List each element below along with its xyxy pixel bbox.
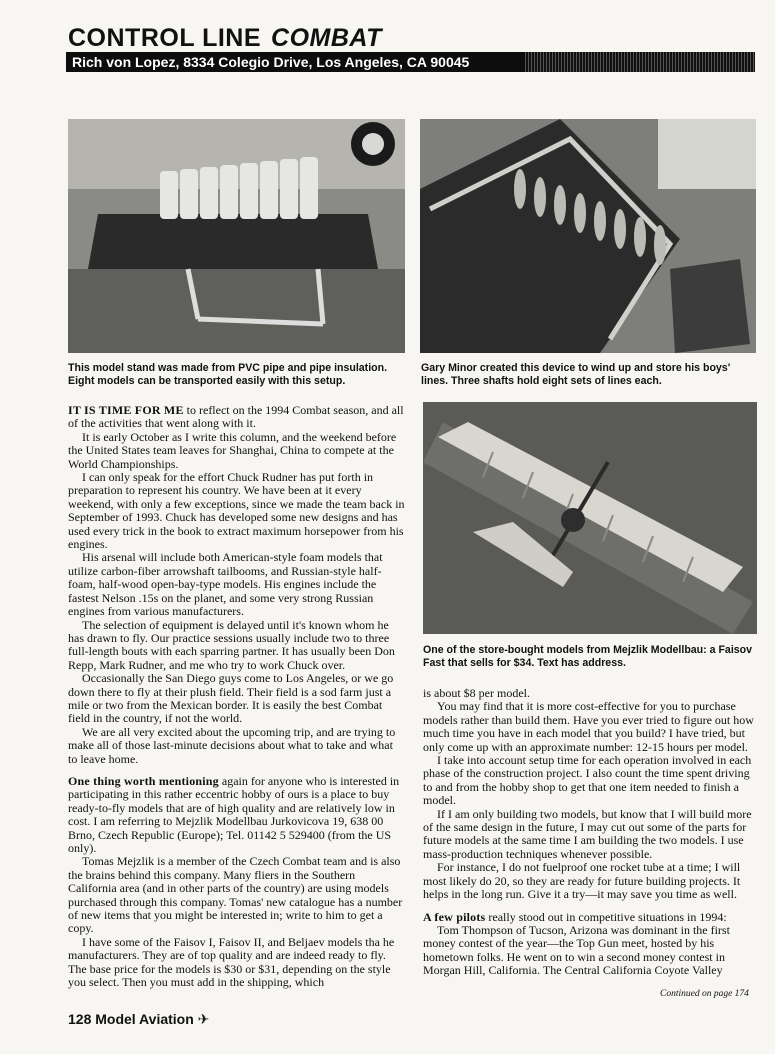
airplane-icon: ✈ (197, 1011, 210, 1027)
page-footer (68, 1011, 209, 1028)
title-combat: COMBAT (271, 24, 382, 52)
paragraph: is about $8 per model. (423, 686, 530, 700)
paragraph: A few pilots really stood out in competitive situations in 1994: (423, 909, 727, 924)
caption-photo1: This model stand was made from PVC pipe and pipe insulation. Eight models can be transported easily with this setup. (68, 362, 388, 387)
paragraph: IT IS TIME FOR ME to reflect on the 1994 Combat season, and all of the activities that went along with it. (68, 403, 404, 431)
body-column-left (68, 404, 405, 989)
photo-faisov-model (423, 402, 757, 634)
body-column-right (423, 687, 760, 978)
paragraph: One thing worth mentioning again for anyone who is interested in participating in this rather eccentric hobby of ours is a place to buy ready-to-fly models that are of high quality and are relatively low in cost. I am referring to Mejzlik Modellbau Jurkovicova 19, 638 00 Brno, Czech Republic (Europe); Tel. 01142 5 529400 (from the US only). (68, 773, 400, 855)
caption-photo3: One of the store-bought models from Mejzlik Modellbau: a Faisov Fast that sells for $34. Text has address. (423, 644, 753, 669)
paragraph: Tomas Mejzlik is a member of the Czech Combat team and is also the brains behind this company. Many fliers in the Southern California area (and in other parts of the country) are using models purchased through this company. Tomas' new catalogue has a number of new items that you might be interested in; write to him to get a copy. (68, 854, 403, 936)
paragraph: The selection of equipment is delayed until it's known whom he has drawn to fly. Our practice sessions usually include two to three full-length bouts with each sparring partner. It has usually been Don Repp, Mark Rudner, and me who try to work Chuck over. (68, 617, 395, 672)
paragraph: Tom Thompson of Tucson, Arizona was dominant in the first money contest of the year—the Top Gun meet, hosted by his hometown folks. He went on to win a second money contest in Morgan Hill, California. The Central California Coyote Valley (423, 922, 730, 978)
paragraph: I have some of the Faisov I, Faisov II, and Beljaev models tha he manufacturers. They are of top quality and are indeed ready to fly. The base price for the models is $30 or $31, depending on the style you select. Then you must add in the shipping, which (68, 934, 395, 990)
magazine-name: Model Aviation (95, 1011, 194, 1027)
paragraph: His arsenal will include both American-style foam models that utilize carbon-fiber arrowshaft tailbooms, and Russian-style half-foam, half-wood open-bay-type models. His engines include the fastest Nelson .15s on the planet, and some very strong Russian engines from various manufacturers. (68, 550, 383, 619)
photo-model-stand (68, 119, 405, 353)
continued-note: Continued on page 174 (660, 989, 749, 999)
paragraph: You may find that it is more cost-effective for you to purchase models rather than build them. Have you ever tried to figure out how much time you have in each model that you build? I have tried, but only come up with an approximate number: 12-15 hours per model. (423, 699, 754, 754)
paragraph: I take into account setup time for each operation involved in each phase of the construction project. I also count the time spent driving to and from the hobby shop to get that one item needed to finish a model. (423, 753, 752, 808)
page-number: 128 (68, 1011, 92, 1027)
paragraph: For instance, I do not fuelproof one rocket tube at a time; I will most likely do 20, so they are ready for future building projects. It helps in the long run. Give it a try—it may save you time as well. (423, 860, 741, 902)
photo-line-winder (420, 119, 756, 353)
paragraph: Occasionally the San Diego guys come to Los Angeles, or we go down there to fly at their plush field. Their field is a sod farm just a mile or two from the Mexican border. It is easily the best Combat field in the country, if not the world. (68, 671, 394, 726)
paragraph: It is early October as I write this column, and the weekend before the United States team leaves for Shanghai, China to compete at the World Championships. (68, 429, 397, 471)
title-control-line: CONTROL LINE (68, 24, 262, 52)
paragraph: We are all very excited about the upcoming trip, and are trying to make all of those last-minute decisions about what to take and what to leave home. (68, 724, 396, 766)
paragraph: If I am only building two models, but know that I will build more of the same design in the future, I may cut out some of the parts for future models at the same time I am building the two models. I use mass-production techniques whenever possible. (423, 806, 752, 861)
page-title (68, 24, 382, 53)
paragraph: I can only speak for the effort Chuck Rudner has put forth in preparation to represent his country. We have been at it every weekend, with only a few exceptions, since we made the team back in September of 1993. Chuck has developed some new designs and has used every trick in the book to extract maximum horsepower from his engines. (68, 470, 405, 552)
author-byline: Rich von Lopez, 8334 Colegio Drive, Los Angeles, CA 90045 (66, 52, 755, 72)
caption-photo2: Gary Minor created this device to wind up and store his boys' lines. Three shafts hold eight sets of lines each. (421, 362, 731, 387)
